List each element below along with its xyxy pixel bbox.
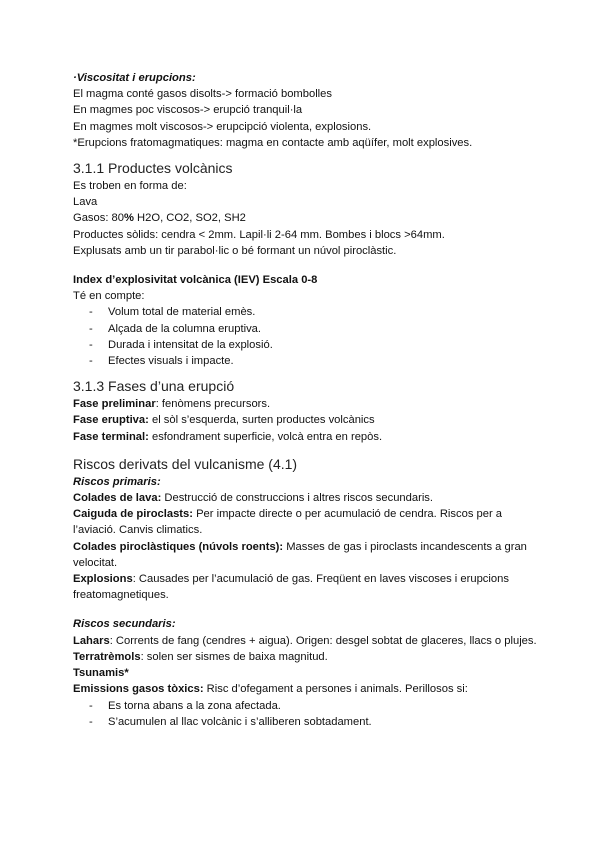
iev-item-text: Volum total de material emès. — [108, 306, 256, 319]
viscosity-line-1: El magma conté gasos disolts-> formació bombolles — [73, 88, 332, 101]
phases-heading: 3.1.3 Fases d’una erupció — [73, 378, 235, 395]
iev-item-text: Efectes visuals i impacte. — [108, 355, 234, 368]
risk-label: Colades piroclàstiques (núvols roents): — [73, 540, 284, 553]
gas-percent: % — [124, 212, 134, 225]
document-page — [73, 70, 543, 730]
phase-label: Fase eruptiva: — [73, 414, 149, 427]
toxic-item-text: S’acumulen al llac volcànic i s’alliberen sobtadament. — [108, 715, 372, 728]
phase-text: esfondrament superficie, volcà entra en repòs. — [148, 430, 383, 443]
risk-tsunamis — [73, 665, 543, 681]
products-line-1: Es troben en forma de: — [73, 180, 187, 193]
products-heading: 3.1.1 Productes volcànics — [73, 160, 233, 177]
phase-preliminary — [73, 396, 543, 412]
toxic-item-1 — [73, 698, 543, 714]
risk-text: Masses de gas i piroclasts incandescents a gran velocitat. — [73, 540, 527, 569]
phase-text: fenòmens precursors. — [158, 398, 271, 411]
risk-label: Lahars — [73, 634, 110, 647]
risk-pyroclast-fall — [73, 506, 543, 538]
risk-label: Terratrèmols — [73, 650, 141, 663]
phase-label: Fase terminal: — [73, 430, 149, 443]
dash-bullet: - — [89, 338, 93, 351]
phase-text: el sòl s’esquerda, surten productes volcànics — [148, 414, 375, 427]
risk-text: : Causades per l’acumulació de gas. Freqüent en laves viscoses i erupcions freatomagnetiques. — [73, 573, 509, 602]
iev-item-3 — [73, 337, 543, 353]
iev-title: Index d’explosivitat volcànica (IEV) Escala 0-8 — [73, 274, 318, 287]
phase-label: Fase preliminar — [73, 398, 156, 411]
viscosity-line-4: *Erupcions fratomagmatiques: magma en contacte amb aqüífer, molt explosives. — [73, 136, 473, 149]
risk-text: : Corrents de fang (cendres + aigua). Origen: desgel sobtat de glaceres, llacs o plujes. — [109, 634, 537, 647]
risks-heading: Riscos derivats del vulcanisme (4.1) — [73, 455, 298, 472]
risk-text: : solen ser sismes de baixa magnitud. — [140, 650, 328, 663]
risk-explosions — [73, 571, 543, 603]
risk-text: Risc d’ofegament a persones i animals. Perillosos si: — [203, 683, 468, 696]
risk-toxic-gases — [73, 681, 543, 697]
risk-pyroclastic-flows — [73, 539, 543, 571]
iev-item-2 — [73, 321, 543, 337]
dash-bullet: - — [89, 355, 93, 368]
toxic-item-text: Es torna abans a la zona afectada. — [108, 699, 281, 712]
risk-label: Colades de lava: — [73, 492, 162, 505]
risk-text: Destrucció de construccions i altres riscos secundaris. — [161, 492, 434, 505]
viscosity-line-2: En magmes poc viscosos-> erupció tranquil·la — [73, 104, 303, 117]
iev-item-text: Durada i intensitat de la explosió. — [108, 338, 273, 351]
iev-item-text: Alçada de la columna eruptiva. — [108, 322, 261, 335]
viscosity-line-3: En magmes molt viscosos-> erupcipció violenta, explosions. — [73, 120, 372, 133]
risk-label: Explosions — [73, 573, 133, 586]
risk-label: Caiguda de piroclasts: — [73, 508, 193, 521]
risk-text: Per impacte directe o per acumulació de cendra. Riscos per a l’aviació. Canvis climatics. — [73, 508, 503, 537]
risk-label: Emissions gasos tòxics: — [73, 683, 204, 696]
secondary-risks-title: Riscos secundaris: — [73, 618, 176, 631]
iev-item-1 — [73, 304, 543, 320]
dash-bullet: - — [89, 322, 93, 335]
products-line-2: Lava — [73, 196, 98, 209]
dash-bullet: - — [89, 306, 93, 319]
risk-lava-flows — [73, 490, 543, 506]
toxic-item-2 — [73, 714, 543, 730]
risk-lahars — [73, 633, 543, 649]
phase-eruptive — [73, 412, 543, 428]
iev-intro: Té en compte: — [73, 290, 145, 303]
dash-bullet: - — [89, 715, 93, 728]
gas-prefix: Gasos: 80 — [73, 212, 124, 225]
products-line-3: Productes sòlids: cendra < 2mm. Lapil·li 2-64 mm. Bombes i blocs >64mm. — [73, 228, 445, 241]
phase-terminal — [73, 429, 543, 445]
risk-label: Tsunamis* — [73, 667, 129, 680]
products-gas-line — [73, 210, 543, 226]
gas-rest: H2O, CO2, SO2, SH2 — [133, 212, 246, 225]
iev-item-4 — [73, 353, 543, 369]
phase-sep: : — [155, 398, 159, 411]
primary-risks-title: Riscos primaris: — [73, 475, 161, 488]
risk-earthquakes — [73, 649, 543, 665]
viscosity-title: ·Viscositat i erupcions: — [73, 72, 196, 84]
dash-bullet: - — [89, 699, 93, 712]
products-line-4: Explusats amb un tir parabol·lic o bé formant un núvol piroclàstic. — [73, 244, 397, 257]
